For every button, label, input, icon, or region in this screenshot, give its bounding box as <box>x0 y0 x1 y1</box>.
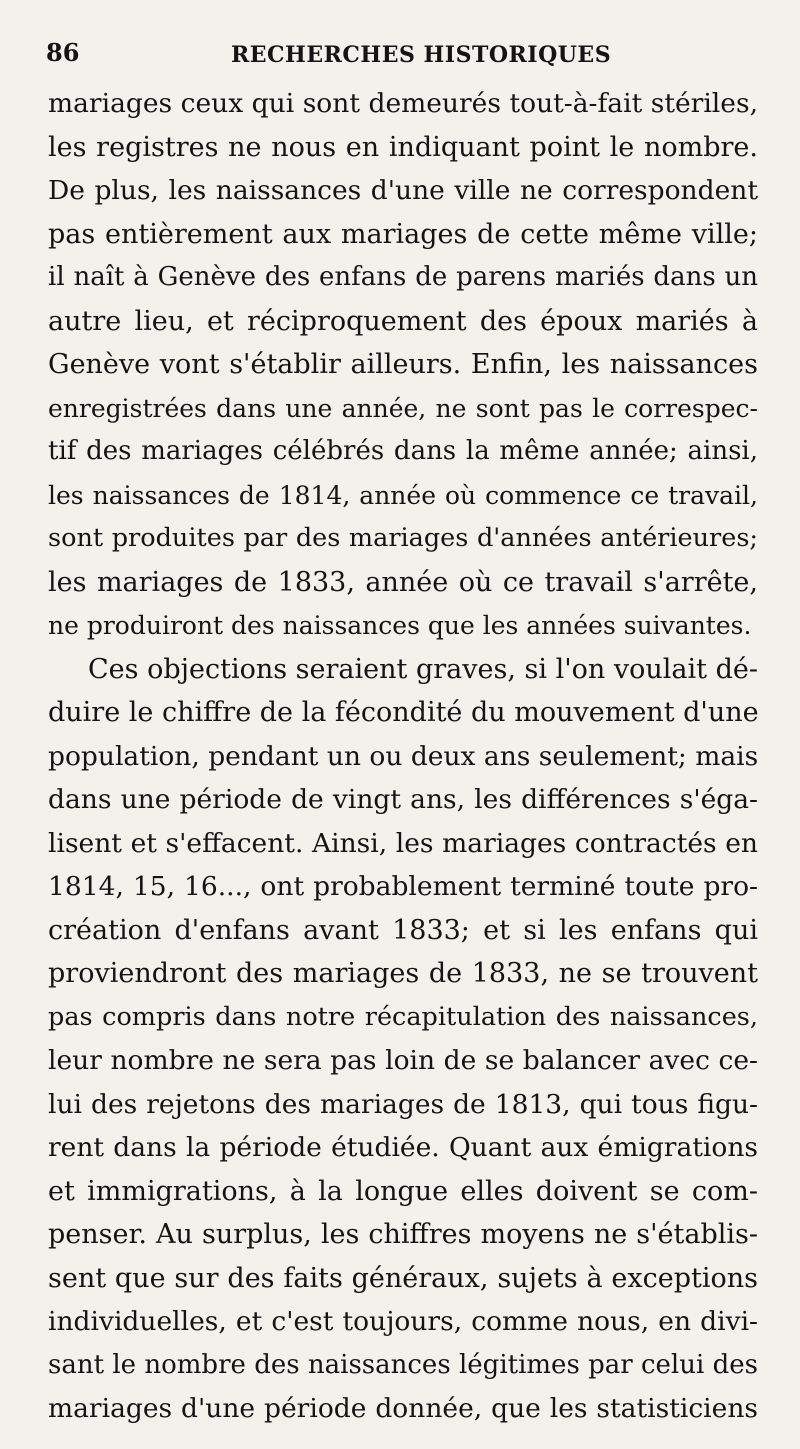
text-line: population, pendant un ou deux ans seulement; mais <box>48 740 759 772</box>
text-line: lisent et s'effacent. Ainsi, les mariages contractés en <box>48 827 758 859</box>
page-number: 86 <box>46 38 80 67</box>
page-header <box>46 38 760 78</box>
text-line: mariages d'une période donnée, que les statisticiens <box>48 1393 758 1424</box>
text-line: autre lieu, et réciproquement des époux mariés à <box>48 305 758 337</box>
text-line: 1814, 15, 16..., ont probablement terminé toute pro- <box>48 871 758 902</box>
text-line: proviendront des mariages de 1833, ne se trouvent <box>48 958 758 989</box>
text-line: sont produites par des mariages d'années antérieures; <box>48 523 758 553</box>
text-line: rent dans la période étudiée. Quant aux émigrations <box>48 1132 758 1163</box>
text-line: pas entièrement aux mariages de cette même ville; <box>48 218 758 250</box>
text-line: duire le chiffre de la fécondité du mouvement d'une <box>48 697 759 728</box>
text-line: création d'enfans avant 1833; et si les enfans qui <box>48 914 758 946</box>
text-line: et immigrations, à la longue elles doivent se com- <box>48 1175 758 1207</box>
text-line: Ces objections seraient graves, si l'on voulait dé- <box>88 653 758 685</box>
text-line: sent que sur des faits généraux, sujets à exceptions <box>48 1262 758 1294</box>
text-line: lui des rejetons des mariages de 1813, qui tous figu- <box>48 1088 758 1120</box>
text-line: les registres ne nous en indiquant point le nombre. <box>48 131 758 163</box>
text-line: mariages ceux qui sont demeurés tout-à-fait stériles, <box>48 88 758 119</box>
text-line: De plus, les naissances d'une ville ne correspondent <box>48 175 758 206</box>
running-head: RECHERCHES HISTORIQUES <box>231 42 612 68</box>
text-line: Genève vont s'établir ailleurs. Enfin, les naissances <box>48 349 758 380</box>
text-line: dans une période de vingt ans, les différences s'éga- <box>48 784 758 815</box>
text-line: les naissances de 1814, année où commence ce travail, <box>48 480 758 510</box>
body-text <box>48 82 758 1431</box>
text-line: les mariages de 1833, année où ce travail s'arrête, <box>48 566 758 598</box>
text-line: tif des mariages célébrés dans la même année; ainsi, <box>48 436 758 466</box>
text-line: il naît à Genève des enfans de parens mariés dans un <box>48 262 758 292</box>
text-line: sant le nombre des naissances légitimes par celui des <box>48 1349 758 1380</box>
text-line: enregistrées dans une année, ne sont pas le correspec- <box>48 393 758 423</box>
text-line: ne produiront des naissances que les années suivantes. <box>48 611 752 640</box>
text-line: leur nombre ne sera pas loin de se balancer avec ce- <box>48 1045 758 1076</box>
text-line: penser. Au surplus, les chiffres moyens ne s'établis- <box>48 1219 758 1250</box>
text-line: individuelles, et c'est toujours, comme nous, en divi- <box>48 1306 758 1337</box>
text-line: pas compris dans notre récapitulation des naissances, <box>48 1001 758 1032</box>
